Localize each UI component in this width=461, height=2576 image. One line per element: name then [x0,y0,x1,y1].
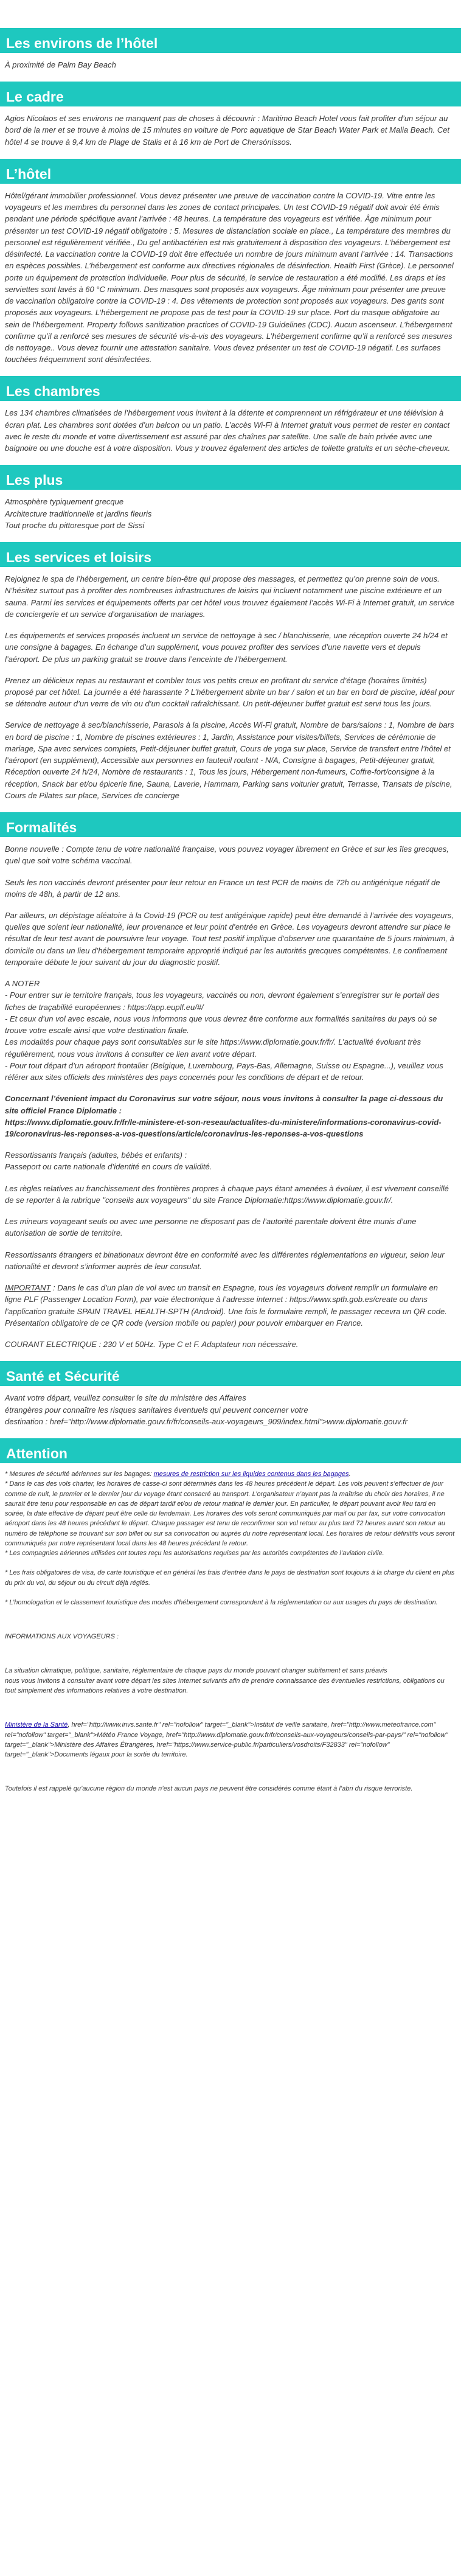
formalites-paragraph: Par ailleurs, un dépistage aléatoire à la Covid-19 (PCR ou test antigénique rapide) peut être demandé à l’arrivée des voyageurs, quelles que soient leur nationalité, leur provenance et leur point d’entrée en Grèce. Les voyageurs devront attendre sur place le résultat de leur test avant de poursuivre leur voyage. Tout test positif implique d’observer une quarantaine de 5 jours minimum, à domicile ou dans un lieu d’hébergement temporaire approprié indiqué par les autorités grecques compétentes. Le confinement temporaire débute le jour suivant du jour du diagnostic positif. [5,911,454,967]
section-title-environs: Les environs de l’hôtel [0,28,461,53]
section-plus [0,465,461,531]
formalites-important [5,1282,456,1329]
hotel-text: Hôtel/gérant immobilier professionnel. Vous devez présenter une preuve de vaccination contre la COVID-19. Vitre entre les voyageurs et les membres du personnel dans les zones de contact principales. Un test COVID-19 négatif doit avoir été émis pendant une période spécifique avant l’arrivée : 48 heures. La température des voyageurs est vérifiée. Âge minimum pour présenter un test COVID-19 négatif obligatoire : 5. Mesures de distanciation sociale en place., La température des membres du personnel est régulièrement vérifiée., Du gel antibactérien est mis gratuitement à disposition des voyageurs. L’hébergement est désinfecté. La vaccination contre la COVID-19 doit être effectuée un nombre de jours minimum avant l’arrivée : 14. Transactions en espèces possibles. L’hébergement est conforme aux directives régionales de désinfection. Health First (Grèce). Le personnel porte un équipement de protection individuelle. Pour plus de sécurité, le service de restauration a été modifié. Les draps et les serviettes sont lavés à 60 °C minimum. Des masques sont proposés aux voyageurs. Âge minimum pour présenter une preuve de vaccination obligatoire contre la COVID-19 : 4. Des vêtements de protection sont proposés aux voyageurs. Des gants sont proposés aux voyageurs. L’hébergement ne propose pas de test pour la COVID-19 sur place. Port du masque obligatoire au sein de l’hébergement. Property follows sanitization practices of COVID-19 Guidelines (CDC). Aucun ascenseur. L’hébergement confirme qu’il a renforcé ses mesures de sécurité vis-à-vis des voyageurs. L’hébergement confirme qu’il a renforcé ses mesures de nettoyage.. Vous devez fournir une attestation sanitaire. Vous devez présenter un test de COVID-19 négatif. Les surfaces touchées fréquemment sont désinfectées. [5,190,454,364]
services-paragraph: Les équipements et services proposés incluent un service de nettoyage à sec / blanchisserie, une réception ouverte 24 h/24 et une consigne à bagages. En échange d’un supplément, vous pouvez profiter des services d’une navette vers et depuis l’aéroport. De plus un parking gratuit se trouve dans l’enceinte de l’hébergement. [5,631,448,664]
important-text: : Dans le cas d’un plan de vol avec un transit en Espagne, tous les voyageurs doivent remplir un formulaire en ligne PLF (Passenger Location Form), par voie électronique à l’adresse internet : https://www.spth.gob.es/create ou dans l’application gratuite SPAIN TRAVEL HEALTH-SPTH (Android). Une fois le formulaire rempli, le passager recevra un QR code. Présentation obligatoire de ce QR code (version mobile ou papier) pour pouvoir embarquer en France. [5,1283,447,1328]
attention-p1-rest: . * Dans le cas des vols charter, les horaires de casse-ci sont déterminés dans les 48 heures précédent le départ. Les vols peuvent s’effectuer de jour comme de nuit, le premier et le dernier jour du voyage étant consacré au transport. L’organisateur n’ayant pas la maîtrise du choix des horaires, il ne saurait être tenu pour responsable en cas de départ tardif et/ou de retour matinal le dernier jour. En particulier, le départ pouvant avoir lieu tard en soirée, la date effective de départ peut être celle du lendemain. Les horaires des vols seront communiqués par mail ou par fax, sur votre convocation aéroport dans les 48 heures précédant le départ. Chaque passager est tenu de reconfirmer son vol retour au plus tard 72 heures avant son retour au numéro de téléphone se trouvant sur son billet ou sur sa convocation ou auprès du notre représentant local. Les horaires de retour définitifs vous seront communiqués par notre représentant local dans les 48 heures précédant le retour. * Les compagnies aériennes utilisées ont toutes reçu les autorisations requises par les autorités compétentes de l’aviation civile. [5,1470,455,1558]
section-attention [0,1438,461,1794]
services-paragraph: Prenez un délicieux repas au restaurant et combler tous vos petits creux en profitant du service d’étage (horaires limités) proposé par cet hôtel. La journée a été harassante ? L’hébergement abrite un bar / salon et un bar en bord de piscine, idéal pour se détendre autour d’un verre de vin ou d’un cocktail rafraîchissant. Un petit-déjeuner buffet gratuit est servi tous les jours. [5,675,455,709]
ministere-sante-link[interactable]: Ministère de la Santé [5,1721,68,1729]
section-title-sante: Santé et Sécurité [0,1361,461,1386]
section-title-hotel: L’hôtel [0,159,461,184]
section-formalites [0,812,461,1350]
section-title-formalites: Formalités [0,812,461,837]
environs-text: À proximité de Palm Bay Beach [5,60,116,69]
section-title-cadre: Le cadre [0,82,461,106]
section-chambres [0,376,461,454]
plus-line: Architecture traditionnelle et jardins fleuris [5,509,152,518]
formalites-paragraph: Seuls les non vaccinés devront présenter pour leur retour en France un test PCR de moins de 72h ou antigénique négatif de moins de 48h, à partir de 12 ans. [5,877,440,899]
section-title-chambres: Les chambres [0,376,461,401]
attention-links [5,1720,456,1760]
formalites-paragraph: Les mineurs voyageant seuls ou avec une personne ne disposant pas de l’autorité parentale doivent être munis d’une autorisation de sortie de territoire. [5,1217,417,1238]
attention-p1-prefix: * Mesures de sécurité aériennes sur les bagages: [5,1470,154,1478]
section-title-plus: Les plus [0,465,461,490]
important-label: IMPORTANT [5,1283,51,1293]
section-cadre [0,82,461,148]
services-paragraph: Rejoignez le spa de l’hébergement, un centre bien-être qui propose des massages, et permettez qu’on prenne soin de vous. N’hésitez surtout pas à profiter des nombreuses infrastructures de loisirs qui incluent notamment une piscine extérieure et un sauna. Parmi les services et équipements offerts par cet hôtel vous trouvez également l’accès Wi-Fi à Internet gratuit, un service de conciergerie et un service d’organisation de mariages. [5,574,455,619]
formalites-paragraph: COURANT ELECTRIQUE : 230 V et 50Hz. Type C et F. Adaptateur non nécessaire. [5,1340,299,1349]
attention-paragraph: * L’homologation et le classement touristique des modes d’hébergement correspondent à la réglementation ou aux usages du pays de destination. [5,1598,438,1606]
section-hotel [0,159,461,366]
sante-text: Avant votre départ, veuillez consulter le site du ministère des Affaires étrangères pour connaître les risques sanitaires éventuels qui peuvent concerner votre destination : href="http://www.diplomatie.gouv.fr/fr/conseils-aux-voyageurs_909/index.html">www.diplomatie.gouv.fr [5,1393,407,1426]
attention-paragraph: Toutefois il est rappelé qu’aucune région du monde n’est aucun pays ne peuvent être considérés comme étant à l’abri du risque terroriste. [5,1785,413,1793]
section-title-attention: Attention [0,1438,461,1463]
formalites-paragraph: Les règles relatives au franchissement des frontières propres à chaque pays étant amenées à évoluer, il est vivement conseillé de se reporter à la rubrique "conseils aux voyageurs" du site France Diplomatie:https://www.diplomatie.gouv.fr/. [5,1183,449,1205]
section-sante [0,1361,461,1427]
cadre-text: Agios Nicolaos et ses environs ne manquent pas de choses à découvrir : Maritimo Beach Hotel vous fait profiter d’un séjour au bord de la mer et se trouve à moins de 15 minutes en voiture de Porc aquatique de Star Beach Water Park et Malia Beach. Cet hôtel 4 se trouve à 9,4 km de Plage de Stalis et à 16 km de Port de Chersónissos. [5,114,450,147]
attention-info-heading: INFORMATIONS AUX VOYAGEURS : [5,1633,119,1641]
section-title-services: Les services et loisirs [0,542,461,567]
formalites-note: A NOTER - Pour entrer sur le territoire français, tous les voyageurs, vaccinés ou non, devront également s’enregistrer sur le portail des fiches de traçabilité européennes : https://app.euplf.eu/#/ - Et ceux d’un vol avec escale, nous vous informons que vous devrez être conforme aux formalités sanitaires du pays où se trouve votre escale ainsi que votre destination finale. Les modalités pour chaque pays sont consultables sur le site https://www.diplomatie.gouv.fr/fr/. L’actualité évoluant très régulièrement, nous vous invitons à consulter ce lien avant votre départ. - Pour tout départ d’un aéroport frontalier (Belgique, Luxembourg, Pays-Bas, Allemagne, Suisse ou Espagne...), veuillez vous référer aux sites officiels des ministères des pays concernés pour les conditions de départ et de retour. [5,979,443,1082]
formalites-paragraph: Bonne nouvelle : Compte tenu de votre nationalité française, vous pouvez voyager librement en Grèce et sur les îles grecques, quel que soit votre schéma vaccinal. [5,844,449,866]
section-environs [0,28,461,71]
formalites-paragraph: Ressortissants français (adultes, bébés et enfants) : Passeport ou carte nationale d’identité en cours de validité. [5,1150,212,1172]
attention-paragraph: * Les frais obligatoires de visa, de carte touristique et en général les frais d’entrée dans le pays de destination sont toujours à la charge du client en plus du prix du vol, du séjour ou du circuit déjà réglés. [5,1569,455,1587]
chambres-text: Les 134 chambres climatisées de l’hébergement vous invitent à la détente et comprennent un réfrigérateur et une télévision à écran plat. Les chambres sont dotées d’un balcon ou un patio. L’accès Wi-Fi à Internet gratuit vous permet de rester en contact avec le reste du monde et votre divertissement est assuré par des chaînes par satellite. Une salle de bain privée avec une baignoire ou une douche est à votre disposition. Vous y trouvez également des articles de toilette gratuits et un sèche-cheveux. [5,408,451,453]
attention-paragraph: La situation climatique, politique, sanitaire, réglementaire de chaque pays du monde pouvant changer subitement et sans préavis nous vous invitons à consulter avant votre départ les sites Internet suivants afin de prendre connaissance des éventuelles restrictions, obligations ou tout simplement des informations relatives à votre destination. [5,1667,445,1694]
formalites-paragraph: Ressortissants étrangers et binationaux devront être en conformité avec les différentes réglementations en vigueur, selon leur nationalité et devront s’informer auprès de leur consulat. [5,1250,445,1271]
liquid-restrictions-link[interactable]: mesures de restriction sur les liquides contenus dans les bagages [153,1470,349,1478]
formalites-covid-link[interactable]: Concernant l’évenient impact du Coronavirus sur votre séjour, nous vous invitons à consulter la page ci-dessous du site officiel France Diplomatie : https://www.diplomatie.gouv.fr/fr/le-ministere-et-son-reseau/actualites-du-ministere/informations-coronavirus-covid-19/coronavirus-les-reponses-a-vos-questions/article/coronavirus-les-reponses-a-vos-questions [5,1094,443,1138]
services-paragraph: Service de nettoyage à sec/blanchisserie, Parasols à la piscine, Accès Wi-Fi gratuit, Nombre de bars/salons : 1, Nombre de bars en bord de piscine : 1, Nombre de piscines extérieures : 1, Jardin, Assistance pour visites/billets, Services de cérémonie de mariage, Spa avec services complets, Petit-déjeuner buffet gratuit, Cours de yoga sur place, Service de transfert entre l’hôtel et l’aéroport (en supplément), Accessible aux personnes en fauteuil roulant - N/A, Consigne à bagages, Petit-déjeuner gratuit, Réception ouverte 24 h/24, Nombre de restaurants : 1, Tous les jours, Hébergement non-fumeurs, Coffre-fort/consigne à la réception, Snack bar et/ou épicerie fine, Sauna, Laverie, Hammam, Parking sans voiturier gratuit, Terrasse, Transats de piscine, Cours de Pilates sur place, Services de concierge [5,720,454,800]
attention-links-rest: , href="http://www.invs.sante.fr" rel="nofollow" target="_blank">Institut de veille sanitaire, href="http://www.meteofrance.com" rel="nofollow" target="_blank">Météo France Voyage, href="http://www.diplomatie.gouv.fr/fr/conseils-aux-voyageurs/conseils-par-pays/" rel="nofollow" target="_blank">Ministère des Affaires Étrangères, href="https://www.service-public.fr/particuliers/vosdroits/F32833" rel="nofollow" target="_blank">Documents légaux pour la sortie du territoire. [5,1721,448,1759]
plus-line: Tout proche du pittoresque port de Sissi [5,520,145,530]
plus-line: Atmosphère typiquement grecque [5,497,124,507]
attention-paragraph [5,1469,456,1558]
section-services [0,542,461,801]
